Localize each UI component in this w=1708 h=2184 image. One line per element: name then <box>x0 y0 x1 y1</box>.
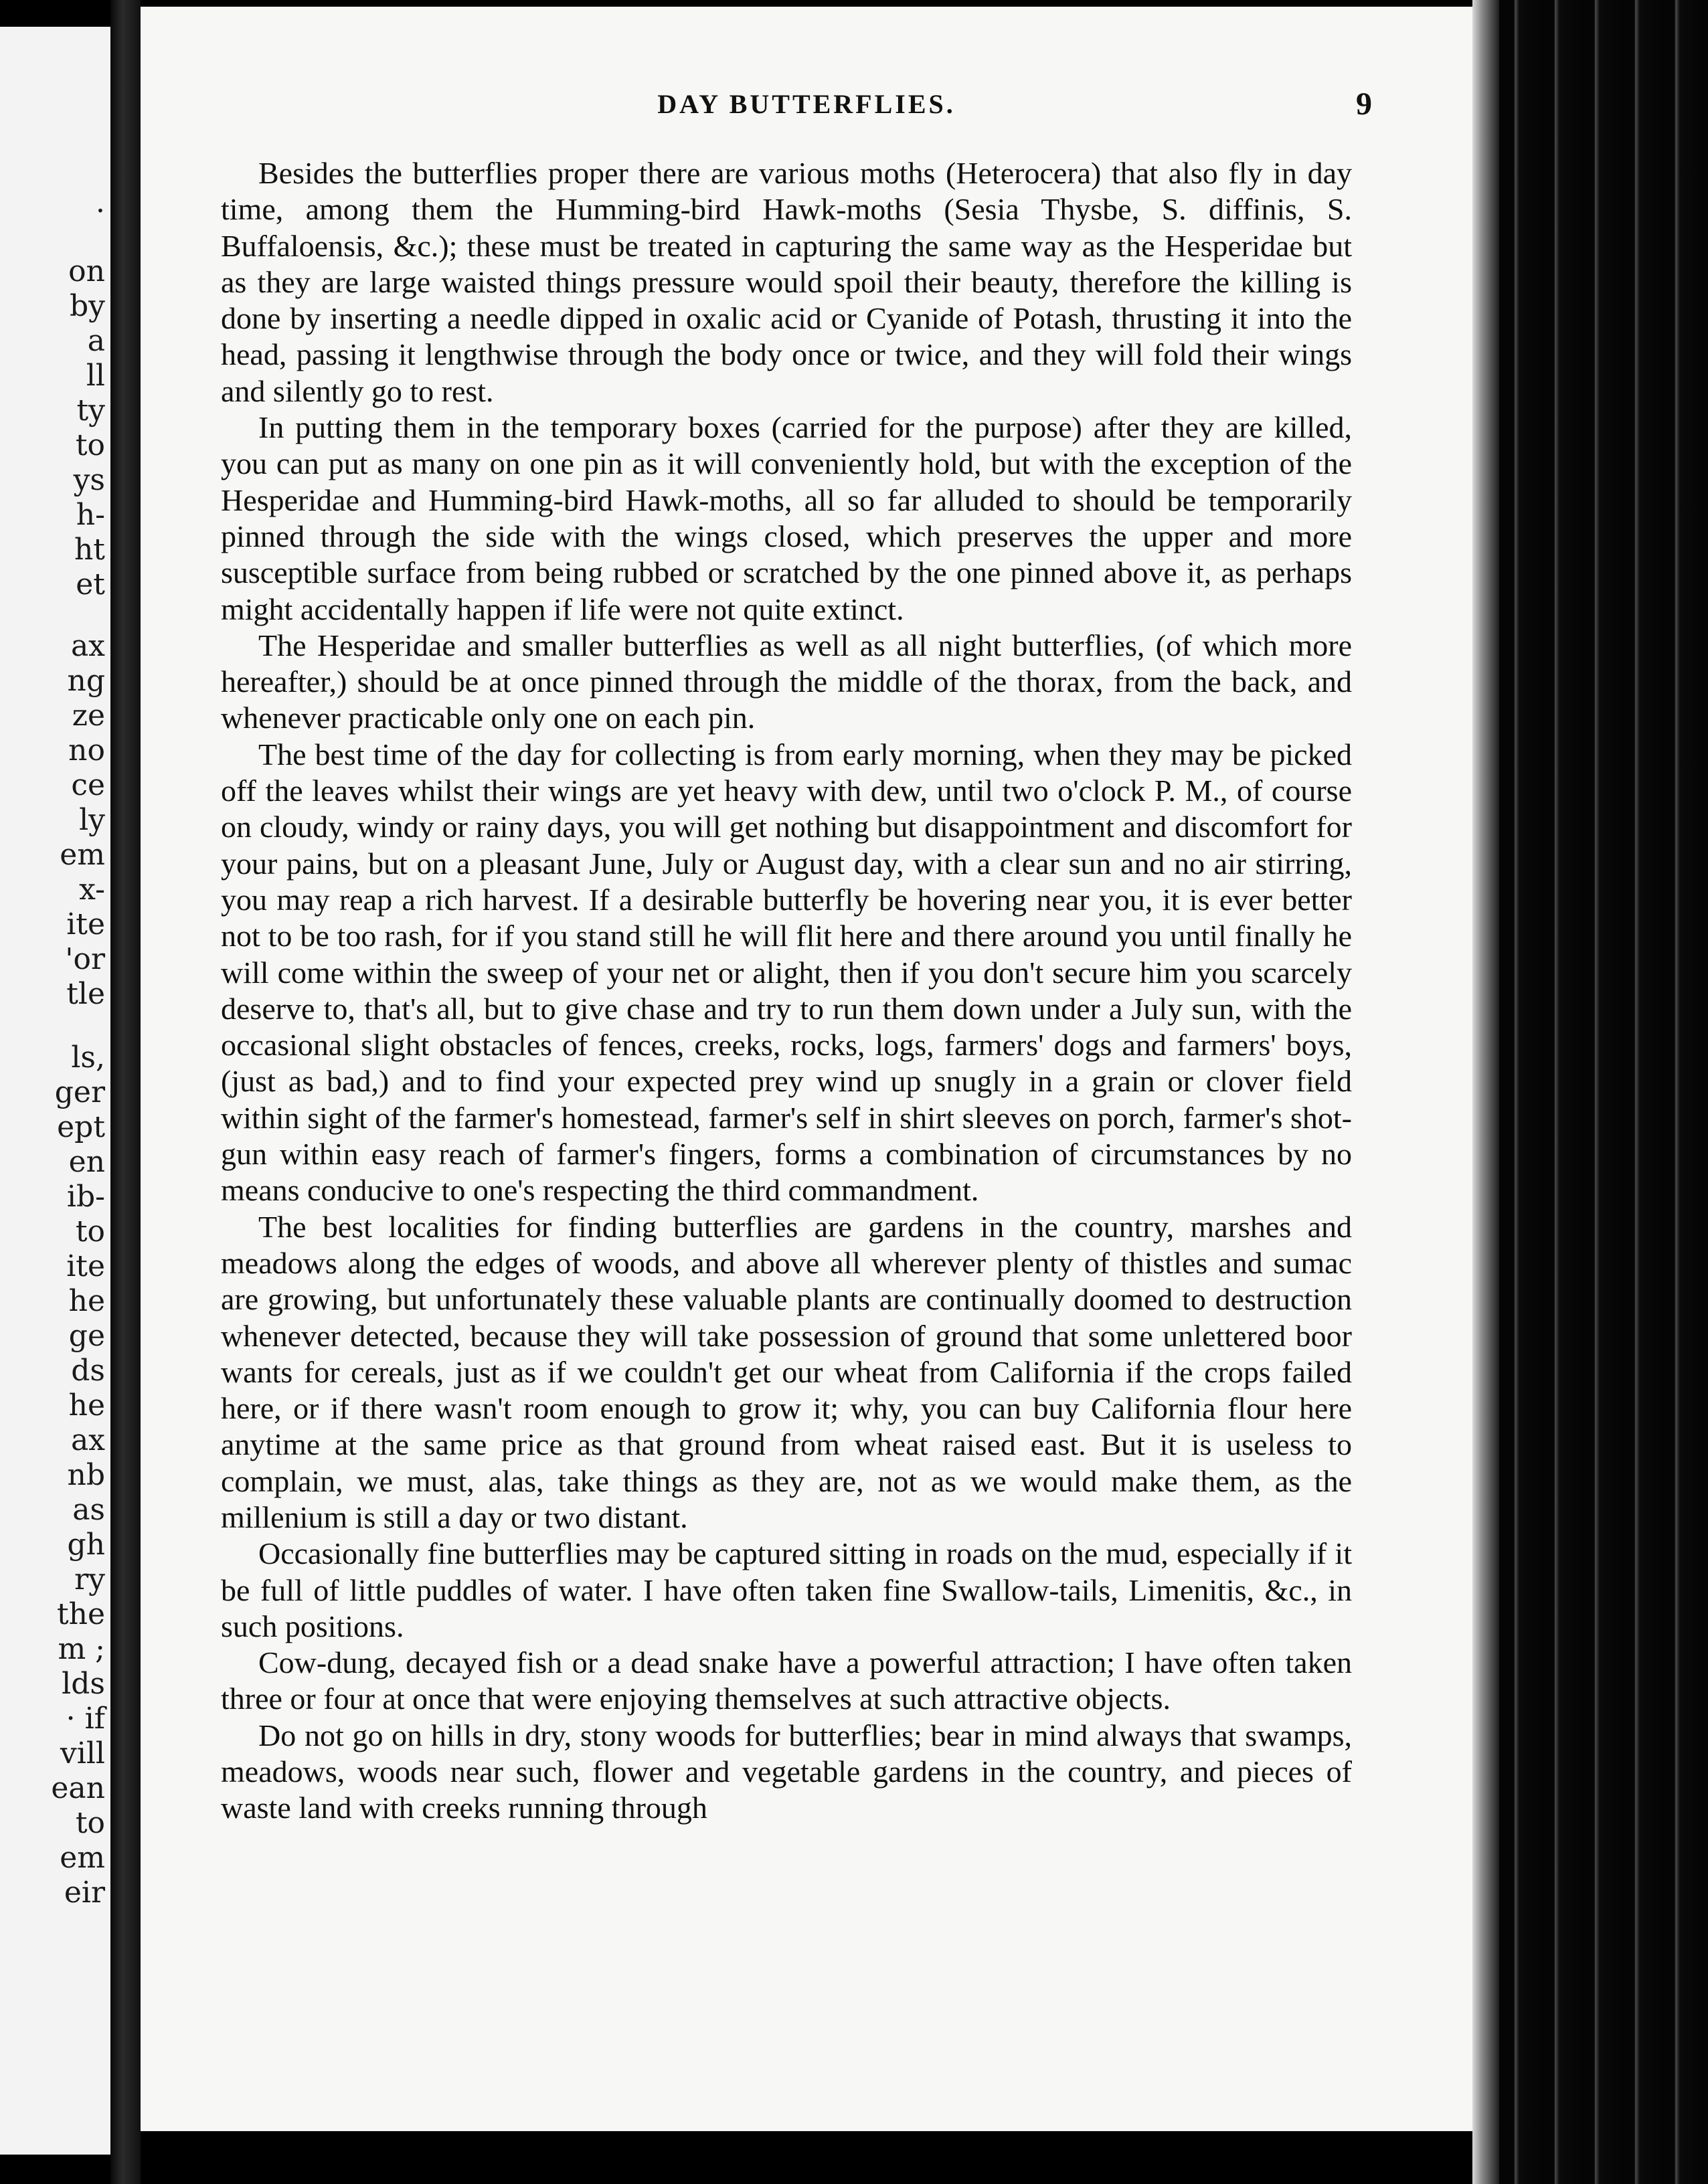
left-page-fragment-text: ean <box>51 1771 105 1805</box>
body-text <box>221 155 1352 1827</box>
left-page-fragment-text: ite <box>66 907 105 941</box>
left-page-fragment-text: ty <box>76 393 105 428</box>
left-page-fragment-text: em <box>60 838 105 872</box>
left-page-fragment-text: x- <box>79 873 105 907</box>
left-page-fragment-text: the <box>56 1597 105 1631</box>
left-page-fragment-text: to <box>75 1214 105 1249</box>
left-page-fragment-text: ib- <box>66 1180 105 1214</box>
left-page-fragment-text: ly <box>79 803 105 837</box>
left-page-fragment-text: ept <box>57 1110 105 1144</box>
left-page-fragment-text: nb <box>67 1458 105 1492</box>
left-page-fragment-text: ls, <box>71 1040 105 1075</box>
paragraph: Do not go on hills in dry, stony woods for butterflies; bear in mind always that swamps, meadows, woods near such, flower and vegetable gardens in the country, and pieces of waste land with creeks running through <box>221 1718 1352 1825</box>
left-page-fragment-text: ht <box>74 533 105 567</box>
left-page-fragment <box>0 27 110 2155</box>
left-page-fragment-text: to <box>75 428 105 462</box>
paragraph: Cow-dung, decayed fish or a dead snake have a powerful attraction; I have often taken three or four at once that were enjoying themselves at such attractive objects. <box>221 1645 1352 1716</box>
paragraph: In putting them in the temporary boxes (carried for the purpose) after they are killed, you can put as many on one pin as it will conveniently hold, but with the exception of the Hesperidae and Humming-bird Hawk-moths, all so far alluded to should be temporarily pinned through the side with the wings closed, which preserves the upper and more susceptible surface from being rubbed or scratched by the one pinned above it, as perhaps might accidentally happen if life were not quite extinct. <box>221 410 1352 626</box>
left-page-fragment-text: ce <box>71 768 105 802</box>
left-page-fragment-text: on <box>68 254 105 288</box>
paragraph: Besides the butterflies proper there are various moths (Heterocera) that also fly in day time, among them the Humming-bird Hawk-moths (Sesia Thysbe, S. diffinis, S. Buffaloensis, &c.); these must be treated in capturing the same way as the Hesperidae but as they are large waisted things pressure would spoil their beauty, therefore the killing is done by inserting a needle dipped in oxalic acid or Cyanide of Potash, thrusting it into the head, passing it lengthwise through the body once or twice, and they will fold their wings and silently go to rest. <box>221 156 1352 408</box>
left-page-fragment-text: he <box>68 1284 105 1318</box>
paragraph: Occasionally fine butterflies may be captured sitting in roads on the mud, especially if it be full of little puddles of water. I have often taken fine Swallow-tails, Limenitis, &c., in such positions. <box>221 1536 1352 1643</box>
left-page-fragment-text: ll <box>86 359 105 393</box>
left-page-fragment-text: en <box>68 1145 105 1179</box>
left-page-fragment-text: et <box>76 567 105 602</box>
left-page-fragment-text: eir <box>64 1876 105 1910</box>
paragraph: The Hesperidae and smaller butterflies as well as all night butterflies, (of which more hereafter,) should be at once pinned through the middle of the thorax, from the back, and whenever practicable only one on each pin. <box>221 628 1352 735</box>
left-page-fragment-text: tle <box>66 977 105 1011</box>
left-page-fragment-text: ys <box>73 463 105 497</box>
page-edge-shadow <box>1472 0 1499 2184</box>
running-head: DAY BUTTERFLIES. <box>657 89 956 119</box>
page-number: 9 <box>1356 86 1372 122</box>
book-page <box>141 7 1472 2131</box>
left-page-fragment-text: 'or <box>65 942 105 976</box>
left-page-fragment-text: vill <box>60 1736 105 1770</box>
left-page-fragment-text: ax <box>70 1423 105 1457</box>
left-page-fragment-text: · if <box>66 1702 105 1736</box>
paragraph: The best localities for finding butterflies are gardens in the country, marshes and meadows along the edges of woods, and above all wherever plenty of thistles and sumac are growing, but unfortunately these valuable plants are continually doomed to destruction whenever detected, because they will take possession of ground that some unlettered boor wants for cereals, just as if we couldn't get our wheat from California if the crops failed here, or if there wasn't room enough to grow it; why, you can buy California flour here anytime at the same price as that ground from wheat raised east. But it is useless to complain, we must, alas, take things as they are, not as we would make them, as the millenium is still a day or two distant. <box>221 1209 1352 1534</box>
left-page-fragment-text: a <box>87 324 105 358</box>
left-page-fragment-text: · <box>96 194 105 228</box>
book-spine <box>1499 0 1708 2184</box>
left-page-fragment-text: ge <box>68 1319 105 1353</box>
left-page-fragment-text: to <box>75 1806 105 1840</box>
left-page-fragment-text: he <box>68 1388 105 1423</box>
left-page-fragment-text: ite <box>66 1249 105 1283</box>
paragraph: The best time of the day for collecting is from early morning, when they may be picked off the leaves whilst their wings are yet heavy with dew, until two o'clock P. M., of course on cloudy, windy or rainy days, you will get nothing but disappointment and discomfort for your pains, but on a pleasant June, July or August day, with a clear sun and no air stirring, you may reap a rich harvest. If a desirable butterfly be hovering near you, it is ever better not to be too rash, for if you stand still he will flit here and there around you until finally he will come within the sweep of your net or alight, then if you don't secure him you scarcely deserve to, that's all, but to give chase and try to run them down under a July sun, with the occasional slight obstacles of fences, creeks, rocks, logs, farmers' dogs and farmers' boys, (just as bad,) and to find your expected prey wind up snugly in a grain or clover field within sight of the farmer's homestead, farmer's self in shirt sleeves on porch, farmer's shot-gun within easy reach of farmer's fingers, forms a combination of circumstances by no means conducive to one's respecting the third commandment. <box>221 737 1352 1208</box>
left-page-fragment-text: no <box>68 733 105 767</box>
left-page-fragment-text: ze <box>72 699 105 733</box>
left-page-fragment-text: lds <box>62 1667 105 1701</box>
left-page-fragment-text: gh <box>67 1528 105 1562</box>
left-page-fragment-text: m ; <box>58 1632 105 1666</box>
left-page-fragment-text: by <box>69 289 105 323</box>
left-page-fragment-text: as <box>72 1493 105 1527</box>
inner-gutter <box>110 0 141 2184</box>
left-page-fragment-text: h- <box>76 498 105 532</box>
left-page-fragment-text: ger <box>54 1075 105 1109</box>
left-page-fragment-text: ax <box>70 629 105 663</box>
left-page-fragment-text: ry <box>74 1562 105 1597</box>
left-page-fragment-text: em <box>60 1841 105 1875</box>
left-page-fragment-text: ds <box>71 1354 105 1388</box>
left-page-fragment-text: ng <box>67 664 105 698</box>
